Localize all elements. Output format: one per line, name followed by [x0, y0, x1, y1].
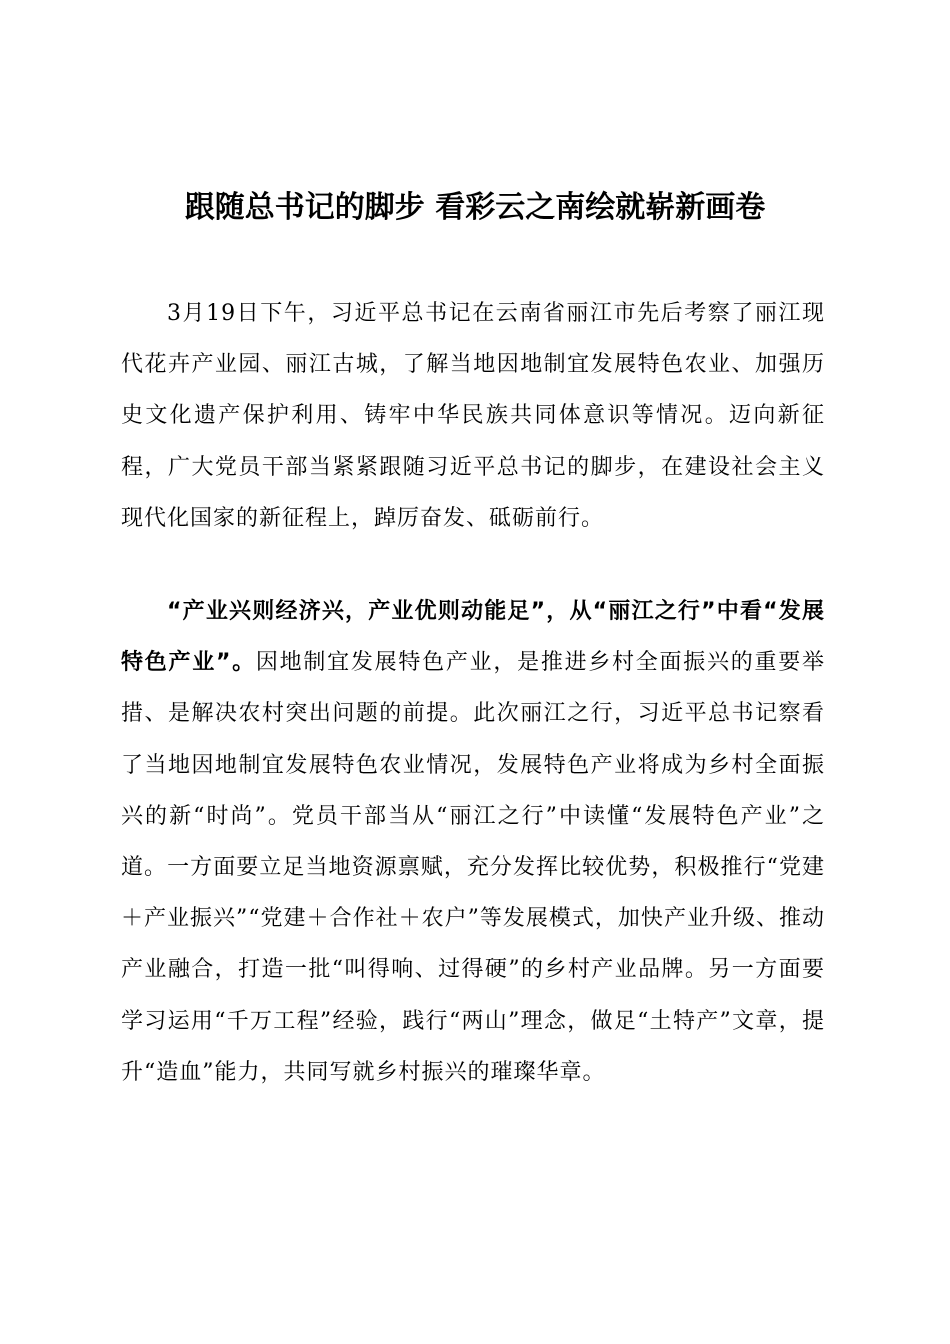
paragraph-2-text: 因地制宜发展特色产业，是推进乡村全面振兴的重要举措、是解决农村突出问题的前提。此次丽江之行，习近平总书记察看了当地因地制宜发展特色农业情况，发展特色产业将成为乡村全面振兴的新“时尚”。党员干部当从“丽江之行”中读懂“发展特色产业”之道。一方面要立足当地资源禀赋，充分发挥比较优势，积极推行“党建＋产业振兴”“党建＋合作社＋农户”等发展模式，加快产业升级、推动产业融合，打造一批“叫得响、过得硬”的乡村产业品牌。另一方面要学习运用“千万工程”经验，践行“两山”理念，做足“土特产”文章，提升“造血”能力，共同写就乡村振兴的璀璨华章。 [121, 650, 825, 1085]
document-title: 跟随总书记的脚步 看彩云之南绘就崭新画卷 [184, 190, 766, 225]
paragraph-2 [121, 586, 825, 1098]
paragraph-1-text: 3月19日下午，习近平总书记在云南省丽江市先后考察了丽江现代花卉产业园、丽江古城，了解当地因地制宜发展特色农业、加强历史文化遗产保护利用、铸牢中华民族共同体意识等情况。迈向新征程，广大党员干部当紧紧跟随习近平总书记的脚步，在建设社会主义现代化国家的新征程上，踔厉奋发、砥砺前行。 [121, 301, 825, 531]
paragraph-1 [121, 288, 825, 544]
paragraph-2-lead: “产业兴则经济兴，产业优则动能足”，从“丽江之行”中看“发展特色产业”。 [121, 599, 825, 676]
